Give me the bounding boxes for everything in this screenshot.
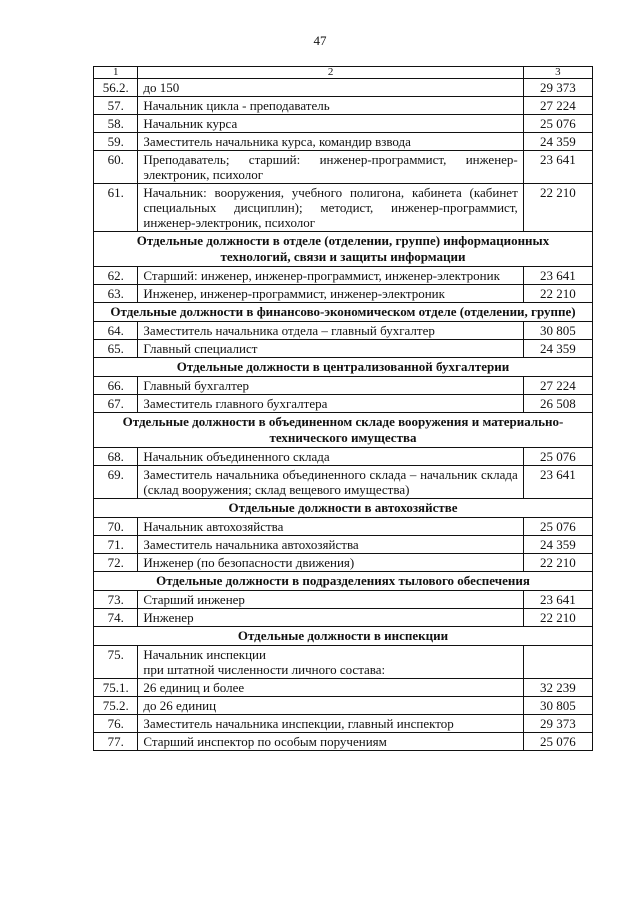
table-row xyxy=(94,285,593,303)
position-name xyxy=(138,646,523,679)
section-title: Отдельные должности в автохозяйстве xyxy=(94,499,593,518)
position-name xyxy=(138,554,523,572)
position-name xyxy=(138,697,523,715)
row-number: 60. xyxy=(94,151,138,184)
row-number: 72. xyxy=(94,554,138,572)
section-title: Отдельные должности в инспекции xyxy=(94,627,593,646)
position-name xyxy=(138,151,523,184)
table-row xyxy=(94,133,593,151)
position-name xyxy=(138,267,523,285)
table-row xyxy=(94,466,593,499)
salary-value: 25 076 xyxy=(523,733,592,751)
position-name-text: Начальник цикла - преподаватель xyxy=(143,98,330,113)
row-number: 75.2. xyxy=(94,697,138,715)
header-col-3: 3 xyxy=(523,67,592,79)
row-number: 58. xyxy=(94,115,138,133)
header-col-2: 2 xyxy=(138,67,523,79)
salary-value xyxy=(523,646,592,679)
position-name-text: до 150 xyxy=(143,80,180,95)
salary-value: 29 373 xyxy=(523,79,592,97)
row-number: 59. xyxy=(94,133,138,151)
row-number: 57. xyxy=(94,97,138,115)
position-name-text: Главный специалист xyxy=(143,341,258,356)
position-name xyxy=(138,377,523,395)
position-name xyxy=(138,536,523,554)
position-name-text: Старший инженер xyxy=(143,592,245,607)
salary-value: 29 373 xyxy=(523,715,592,733)
position-name-text: до 26 единиц xyxy=(143,698,217,713)
row-number: 62. xyxy=(94,267,138,285)
row-number: 65. xyxy=(94,340,138,358)
table-row xyxy=(94,554,593,572)
row-number: 68. xyxy=(94,448,138,466)
section-title: Отдельные должности в централизованной бухгалтерии xyxy=(94,358,593,377)
position-name-text: Начальник автохозяйства xyxy=(143,519,284,534)
table-row xyxy=(94,733,593,751)
table-row xyxy=(94,448,593,466)
position-name-text: Заместитель начальника объединенного склада – начальник склада (склад вооружения; склад вещевого имущества) xyxy=(143,467,518,497)
position-name-text: Заместитель начальника отдела – главный бухгалтер xyxy=(143,323,435,338)
position-name-text: Старший: инженер, инженер-программист, инженер-электроник xyxy=(143,268,500,283)
salary-value: 23 641 xyxy=(523,466,592,499)
position-name-text: Инженер xyxy=(143,610,194,625)
section-header-row xyxy=(94,572,593,591)
position-name-text: Инженер (по безопасности движения) xyxy=(143,555,355,570)
salary-table xyxy=(93,66,593,751)
section-header-row xyxy=(94,627,593,646)
salary-value: 22 210 xyxy=(523,184,592,232)
position-name xyxy=(138,609,523,627)
salary-value: 32 239 xyxy=(523,679,592,697)
section-header-row xyxy=(94,303,593,322)
position-name xyxy=(138,79,523,97)
row-number: 63. xyxy=(94,285,138,303)
section-header-row xyxy=(94,499,593,518)
table-body xyxy=(94,67,593,751)
table-row xyxy=(94,715,593,733)
row-number: 71. xyxy=(94,536,138,554)
row-number: 56.2. xyxy=(94,79,138,97)
position-name-text: Заместитель начальника инспекции, главный инспектор xyxy=(143,716,454,731)
position-name xyxy=(138,518,523,536)
section-header-row xyxy=(94,358,593,377)
position-name-text: Заместитель начальника курса, командир взвода xyxy=(143,134,411,149)
table-row xyxy=(94,322,593,340)
salary-value: 30 805 xyxy=(523,322,592,340)
table-row xyxy=(94,267,593,285)
position-name-text: 26 единиц и более xyxy=(143,680,245,695)
position-name-text: Начальник инспекции xyxy=(143,647,266,662)
position-name xyxy=(138,733,523,751)
table-row xyxy=(94,184,593,232)
row-number: 75.1. xyxy=(94,679,138,697)
section-title: Отдельные должности в подразделениях тылового обеспечения xyxy=(94,572,593,591)
table-row xyxy=(94,679,593,697)
table-row xyxy=(94,340,593,358)
row-number: 75. xyxy=(94,646,138,679)
position-name-text: Преподаватель; старший: инженер-программист, инженер-электроник, психолог xyxy=(143,152,518,182)
salary-value: 25 076 xyxy=(523,518,592,536)
position-name-text: Главный бухгалтер xyxy=(143,378,250,393)
position-name-text: Начальник: вооружения, учебного полигона, кабинета (кабинет специальных дисциплин); методист, инженер-программист, инженер-электроник, психолог xyxy=(143,185,518,230)
table-row xyxy=(94,115,593,133)
table-row xyxy=(94,646,593,679)
position-name xyxy=(138,322,523,340)
salary-value: 22 210 xyxy=(523,285,592,303)
header-col-1: 1 xyxy=(94,67,138,79)
salary-value: 24 359 xyxy=(523,536,592,554)
position-name xyxy=(138,591,523,609)
section-title: Отдельные должности в объединенном складе вооружения и материально-технического имущества xyxy=(94,413,593,448)
position-name xyxy=(138,395,523,413)
row-number: 70. xyxy=(94,518,138,536)
position-name xyxy=(138,340,523,358)
position-name xyxy=(138,679,523,697)
table-row xyxy=(94,518,593,536)
row-number: 76. xyxy=(94,715,138,733)
row-number: 61. xyxy=(94,184,138,232)
position-name xyxy=(138,466,523,499)
salary-value: 27 224 xyxy=(523,377,592,395)
position-name-subtext: при штатной численности личного состава: xyxy=(143,662,386,677)
row-number: 67. xyxy=(94,395,138,413)
position-name-text: Инженер, инженер-программист, инженер-электроник xyxy=(143,286,445,301)
position-name xyxy=(138,133,523,151)
position-name xyxy=(138,97,523,115)
position-name-text: Начальник объединенного склада xyxy=(143,449,330,464)
row-number: 73. xyxy=(94,591,138,609)
page-number: 47 xyxy=(313,33,327,48)
row-number: 64. xyxy=(94,322,138,340)
section-header-row xyxy=(94,413,593,448)
table-row xyxy=(94,97,593,115)
salary-value: 23 641 xyxy=(523,591,592,609)
position-name-text: Старший инспектор по особым поручениям xyxy=(143,734,387,749)
table-row xyxy=(94,609,593,627)
salary-value: 30 805 xyxy=(523,697,592,715)
salary-value: 22 210 xyxy=(523,609,592,627)
position-name xyxy=(138,448,523,466)
salary-value: 25 076 xyxy=(523,115,592,133)
salary-value: 23 641 xyxy=(523,267,592,285)
position-name-text: Начальник курса xyxy=(143,116,238,131)
table-row xyxy=(94,591,593,609)
position-name xyxy=(138,285,523,303)
section-title: Отдельные должности в финансово-экономическом отделе (отделении, группе) xyxy=(94,303,593,322)
table-row xyxy=(94,79,593,97)
position-name xyxy=(138,715,523,733)
salary-value: 27 224 xyxy=(523,97,592,115)
table-row xyxy=(94,395,593,413)
position-name xyxy=(138,184,523,232)
section-title: Отдельные должности в отделе (отделении, группе) информационных технологий, связи и защиты информации xyxy=(94,232,593,267)
table-header-row xyxy=(94,67,593,79)
position-name-text: Заместитель главного бухгалтера xyxy=(143,396,328,411)
position-name xyxy=(138,115,523,133)
row-number: 66. xyxy=(94,377,138,395)
salary-value: 26 508 xyxy=(523,395,592,413)
salary-value: 24 359 xyxy=(523,133,592,151)
salary-value: 22 210 xyxy=(523,554,592,572)
table-row xyxy=(94,536,593,554)
row-number: 77. xyxy=(94,733,138,751)
table-row xyxy=(94,697,593,715)
section-header-row xyxy=(94,232,593,267)
row-number: 74. xyxy=(94,609,138,627)
position-name-text: Заместитель начальника автохозяйства xyxy=(143,537,359,552)
salary-value: 23 641 xyxy=(523,151,592,184)
salary-value: 25 076 xyxy=(523,448,592,466)
table-row xyxy=(94,377,593,395)
table-row xyxy=(94,151,593,184)
salary-value: 24 359 xyxy=(523,340,592,358)
row-number: 69. xyxy=(94,466,138,499)
